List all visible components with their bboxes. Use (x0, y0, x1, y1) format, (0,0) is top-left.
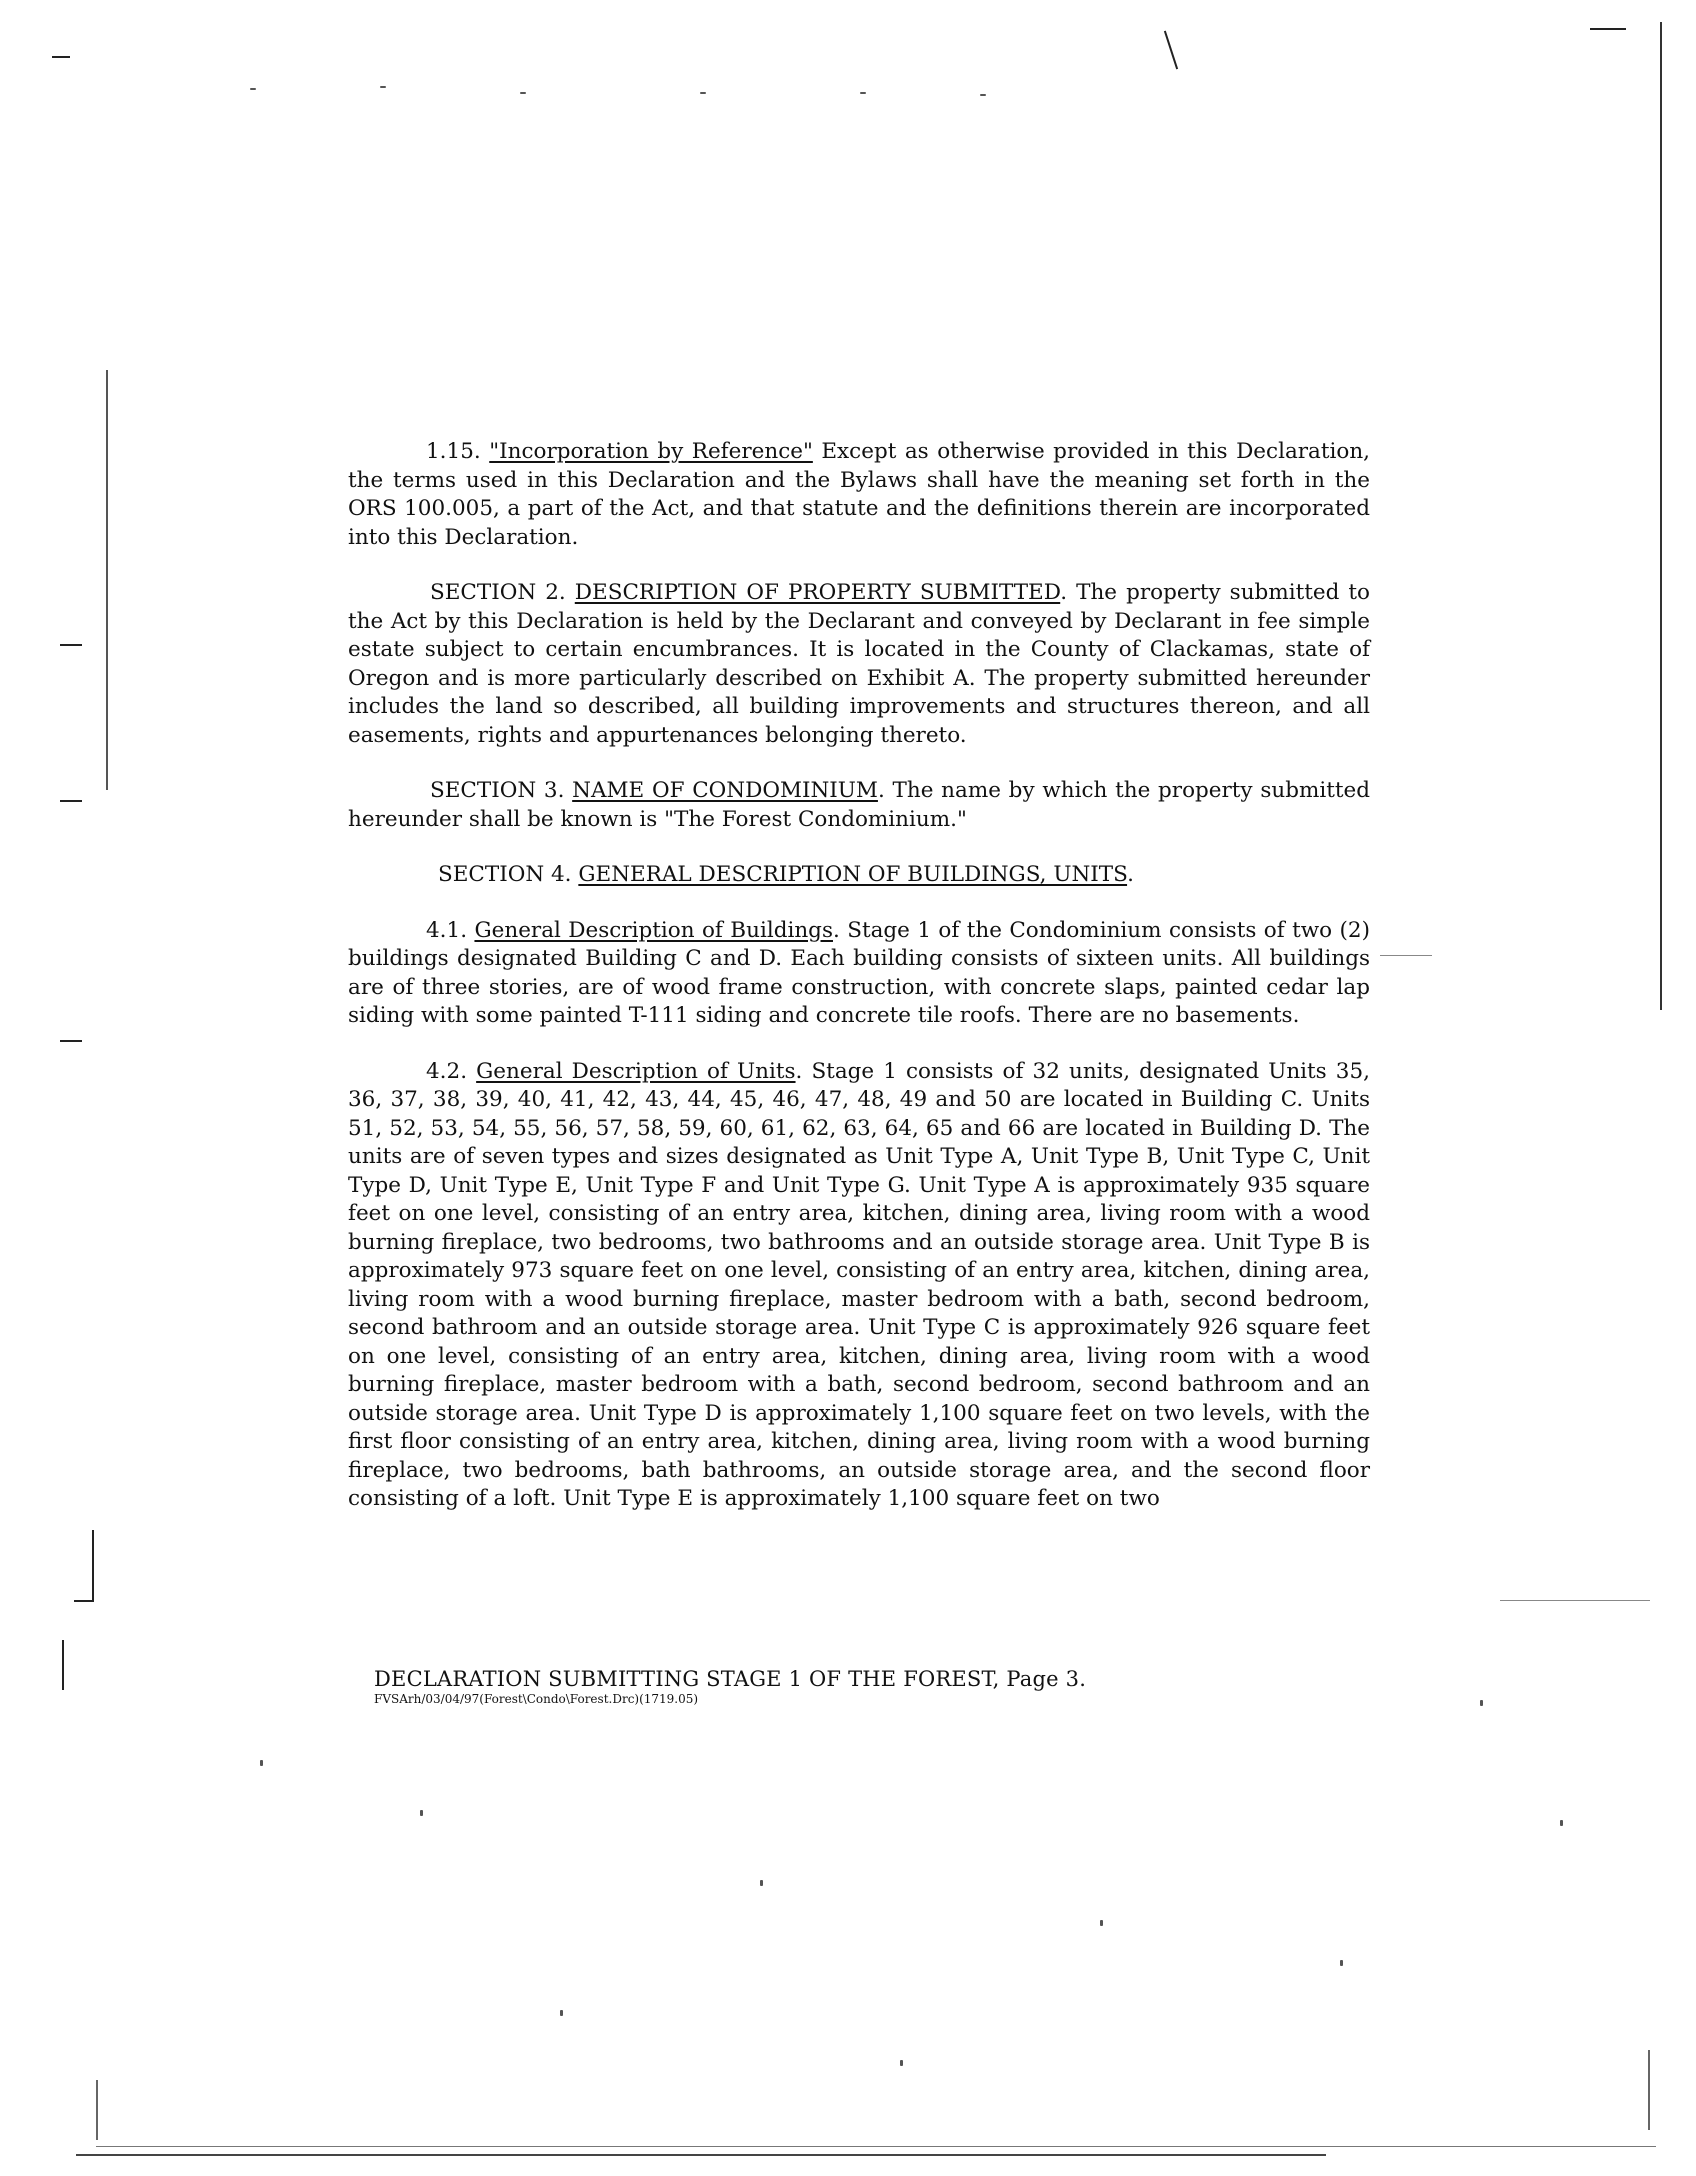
paragraph-title: General Description of Units (476, 1058, 796, 1084)
scan-speck (760, 1880, 763, 1886)
scan-speck (1340, 1960, 1343, 1966)
section-text: . (1127, 862, 1134, 887)
section-text: . The name by which the property submitted hereunder shall be known is "The Forest Condominium." (348, 778, 1370, 832)
section-title: NAME OF CONDOMINIUM (572, 778, 878, 803)
paragraph-title: General Description of Buildings (474, 917, 833, 943)
scan-speck (260, 1760, 263, 1766)
scan-mark (74, 1600, 94, 1602)
scan-mark (52, 56, 70, 58)
page-footer: DECLARATION SUBMITTING STAGE 1 OF THE FOREST, Page 3. (374, 1667, 1087, 1691)
scan-speck (380, 86, 386, 88)
paragraph-text: Except as otherwise provided in this Declaration, the terms used in this Declaration and the Bylaws shall have the meaning set forth in the ORS 100.005, a part of the Act, and that statute and the definitions therein are incorporated into this Declaration. (348, 439, 1370, 550)
paragraph-number: 4.1. (426, 917, 468, 943)
scan-speck (1480, 1700, 1483, 1706)
paragraph-title: "Incorporation by Reference" (489, 439, 813, 464)
section-2 (348, 579, 1370, 750)
scan-mark (60, 800, 82, 802)
scan-mark (92, 1530, 94, 1602)
scan-speck (860, 92, 866, 94)
section-text: . The property submitted to the Act by this Declaration is held by the Declarant and conveyed by Declarant in fee simple estate subject to certain encumbrances. It is located in the County of Clackamas, state of Oregon and is more particularly described on Exhibit A. The property submitted hereunder includes the land so described, all building improvements and structures thereon, and all easements, rights and appurtenances belonging thereto. (348, 580, 1370, 748)
scan-speck (250, 88, 256, 90)
scan-speck (520, 92, 526, 94)
scan-bottom-line (76, 2154, 1326, 2156)
section-4 (348, 861, 1370, 890)
document-body (348, 438, 1370, 1541)
scan-mark (96, 2080, 98, 2140)
scan-margin-line (106, 370, 108, 790)
paragraph-4-1 (348, 917, 1370, 1031)
section-title: GENERAL DESCRIPTION OF BUILDINGS, UNITS (578, 862, 1128, 887)
scan-mark (60, 644, 82, 646)
scan-speck (420, 1810, 423, 1816)
paragraph-number: 1.15. (426, 439, 481, 464)
scan-bottom-line (96, 2146, 1656, 2147)
scan-mark (1380, 955, 1432, 956)
scan-speck (980, 94, 986, 96)
paragraph-text: . Stage 1 consists of 32 units, designated Units 35, 36, 37, 38, 39, 40, 41, 42, 43, 44, 45, 46, 47, 48, 49 and 50 are located in Building C. Units 51, 52, 53, 54, 55, 56, 57, 58, 59, 60, 61, 62, 63, 64, 65 and 66 are located in Building D. The units are of seven types and sizes designated as Unit Type A, Unit Type B, Unit Type C, Unit Type D, Unit Type E, Unit Type F and Unit Type G. Unit Type A is approximately 935 square feet on one level, consisting of an entry area, kitchen, dining area, living room with a wood burning fireplace, two bedrooms, two bathrooms and an outside storage area. Unit Type B is approximately 973 square feet on one level, consisting of an entry area, kitchen, dining area, living room with a wood burning fireplace, master bedroom with a bath, second bedroom, second bathroom and an outside storage area. Unit Type C is approximately 926 square feet on one level, consisting of an entry area, kitchen, dining area, living room with a wood burning fireplace, master bedroom with a bath, second bedroom, second bathroom and an outside storage area. Unit Type D is approximately 1,100 square feet on two levels, with the first floor consisting of an entry area, kitchen, dining area, living room with a wood burning fireplace, two bedrooms, bath bathrooms, an outside storage area, and the second floor consisting of a loft. Unit Type E is approximately 1,100 square feet on two (348, 1058, 1370, 1511)
scan-mark (1648, 2050, 1650, 2130)
scan-speck (560, 2010, 563, 2016)
scan-mark (60, 1040, 82, 1042)
scan-speck (900, 2060, 903, 2066)
paragraph-1-15 (348, 438, 1370, 552)
paragraph-number: 4.2. (426, 1058, 468, 1084)
section-3 (348, 777, 1370, 834)
scan-speck (700, 92, 706, 94)
scan-mark (1500, 1600, 1650, 1601)
scan-mark (1164, 31, 1178, 70)
scan-speck (1100, 1920, 1103, 1926)
section-number: SECTION 2. (430, 580, 566, 605)
section-number: SECTION 3. (430, 778, 565, 803)
section-title: DESCRIPTION OF PROPERTY SUBMITTED (574, 580, 1061, 605)
scan-edge-line (1660, 22, 1662, 1010)
paragraph-4-2 (348, 1058, 1370, 1514)
scan-speck (1560, 1820, 1563, 1826)
section-number: SECTION 4. (438, 862, 572, 887)
scan-mark (62, 1640, 64, 1690)
footer-file-code: FVSArh/03/04/97(Forest\Condo\Forest.Drc)(1719.05) (374, 1692, 699, 1706)
paragraph-text: . Stage 1 of the Condominium consists of two (2) buildings designated Building C and D. Each building consists of sixteen units. All buildings are of three stories, are of wood frame construction, with concrete slaps, painted cedar lap siding with some painted T-111 siding and concrete tile roofs. There are no basements. (348, 917, 1370, 1028)
scan-mark (1590, 28, 1626, 30)
